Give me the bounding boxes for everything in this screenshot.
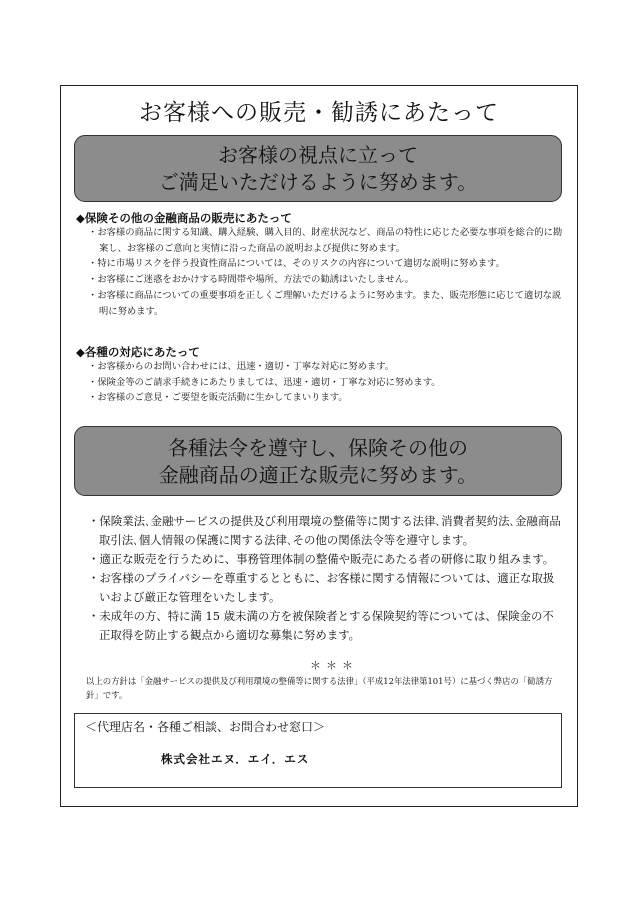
- agent-company-name: 株式会社エヌ．エイ．エス: [161, 752, 310, 766]
- policy-document-frame: [60, 85, 578, 807]
- compliance-banner: [74, 426, 562, 496]
- document-title: お客様への販売・勧誘にあたって: [139, 100, 499, 126]
- banner-line-1: 各種法令を遵守し、保険その他の: [168, 436, 468, 460]
- banner-line-2: ご満足いただけるように努めます。: [158, 170, 478, 194]
- list-item: ・ お客様にご迷惑をおかけする時間帯や場所、方法での勧誘はいたしません。: [88, 272, 566, 288]
- list-item: ・ 保険金等のご請求手続きにあたりましては、迅速・適切・丁寧な対応に努めます。: [88, 375, 566, 391]
- sales-section-heading: ◆保険その他の金融商品の販売にあたって: [76, 211, 292, 225]
- customer-viewpoint-banner: [74, 135, 562, 202]
- list-item: ・ お客様からのお問い合わせには、迅速・適切・丁寧な対応に努めます。: [88, 359, 566, 375]
- list-item: ・ お客様に商品についての重要事項を正しくご理解いただけるように努めます。また、販売形態に応じて適切な説明に努めます。: [88, 288, 566, 319]
- list-item: ・ 保険業法､金融サービスの提供及び利用環境の整備等に関する法律､消費者契約法､金融商品取引法､個人情報の保護に関する法律､その他の関係法令等を遵守します。: [88, 512, 562, 550]
- policy-footnote: 以上の方針は「金融サービスの提供及び利用環境の整備等に関する法律」（平成12年法律第101号）に基づく弊店の「勧誘方針」です。: [86, 676, 553, 700]
- list-item: ・ 特に市場リスクを伴う投資性商品については、そのリスクの内容について適切な説明に努めます。: [88, 256, 566, 272]
- list-item: ・ お客様のプライバシーを尊重するとともに、お客様に関する情報については、適正な取扱いおよび厳正な管理をいたします。: [88, 569, 562, 607]
- agent-contact-box: [74, 713, 562, 788]
- response-policy-list: [88, 359, 566, 406]
- separator-stars: ＊＊＊: [310, 659, 358, 672]
- list-item: ・ 適正な販売を行うために、事務管理体制の整備や販売にあたる者の研修に取り組みます。: [88, 550, 562, 569]
- response-section-heading: ◆各種の対応にあたって: [76, 345, 200, 359]
- sales-policy-list: [88, 225, 566, 319]
- compliance-policy-list: [88, 512, 562, 645]
- agent-contact-title: ＜代理店名・各種ご相談、お問合わせ窓口＞: [85, 720, 326, 734]
- list-item: ・ お客様のご意見・ご要望を販売活動に生かしてまいります。: [88, 390, 566, 406]
- list-item: ・ 未成年の方、特に満 15 歳未満の方を被保険者とする保険契約等については、保険金の不正取得を防止する観点から適切な募集に努めます。: [88, 607, 562, 645]
- banner-line-1: お客様の視点に立って: [218, 143, 418, 167]
- list-item: ・ お客様の商品に関する知識、購入経験、購入目的、財産状況など、商品の特性に応じた必要な事項を総合的に勘案し、お客様のご意向と実情に沿った商品の説明および提供に努めます。: [88, 225, 566, 256]
- banner-line-2: 金融商品の適正な販売に努めます。: [158, 463, 478, 487]
